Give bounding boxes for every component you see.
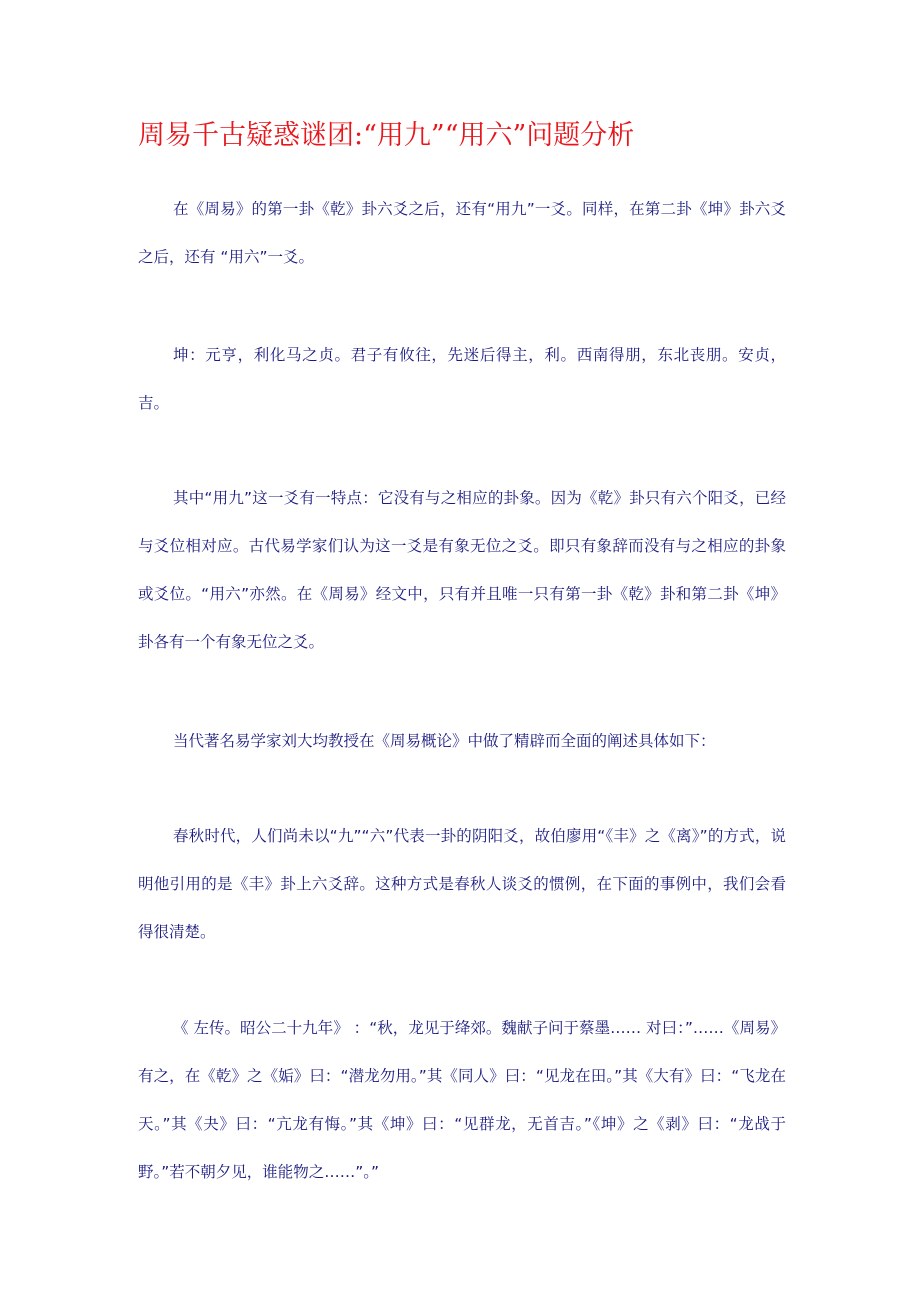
paragraph-liu-dajun: 当代著名易学家刘大均教授在《周易概论》中做了精辟而全面的阐述具体如下：	[173, 732, 716, 750]
paragraph-yongjiu-feature: 其中“用九”这一爻有一特点：它没有与之相应的卦象。因为《乾》卦只有六个阳爻，已经与爻位相对应。古代易学家们认为这一爻是有象无位之爻。即只有象辞而没有与之相应的卦象或爻位。“用六”亦然。在《周易》经文中，只有并且唯一只有第一卦《乾》卦和第二卦《坤》卦各有一个有象无位之爻。	[138, 489, 786, 651]
paragraph-chunqiu: 春秋时代，人们尚未以“九”“六”代表一卦的阴阳爻，故伯廖用“《丰》之《离》”的方式，说明他引用的是《丰》卦上六爻辞。这种方式是春秋人谈爻的惯例，在下面的事例中，我们会看得很清楚。	[138, 827, 786, 941]
paragraph-intro: 在《周易》的第一卦《乾》卦六爻之后，还有“用九”一爻。同样，在第二卦《坤》卦六爻之后，还有 “用六”一爻。	[138, 200, 786, 266]
paragraph-kun-text: 坤：元亨，利化马之贞。君子有攸往，先迷后得主，利。西南得朋，东北丧朋。安贞，吉。	[138, 346, 786, 412]
document-title: 周易千古疑惑谜团:“用九”“用六”问题分析	[138, 120, 635, 151]
paragraph-zuozhuan-quote: 《 左传。昭公二十九年》 ：“秋，龙见于绛郊。魏献子问于蔡墨…… 对曰：”……《周易》 有之，在《乾》之《姤》曰：“潜龙勿用。”其《同人》曰：“见龙在田。”其《大有》曰：“飞龙在天。”其《夬》曰：“亢龙有悔。”其《坤》曰：“见群龙，无首吉。”《坤》之《剥》曰：“龙战于野。”若不朝夕见，谁能物之……”。”	[138, 1019, 786, 1181]
